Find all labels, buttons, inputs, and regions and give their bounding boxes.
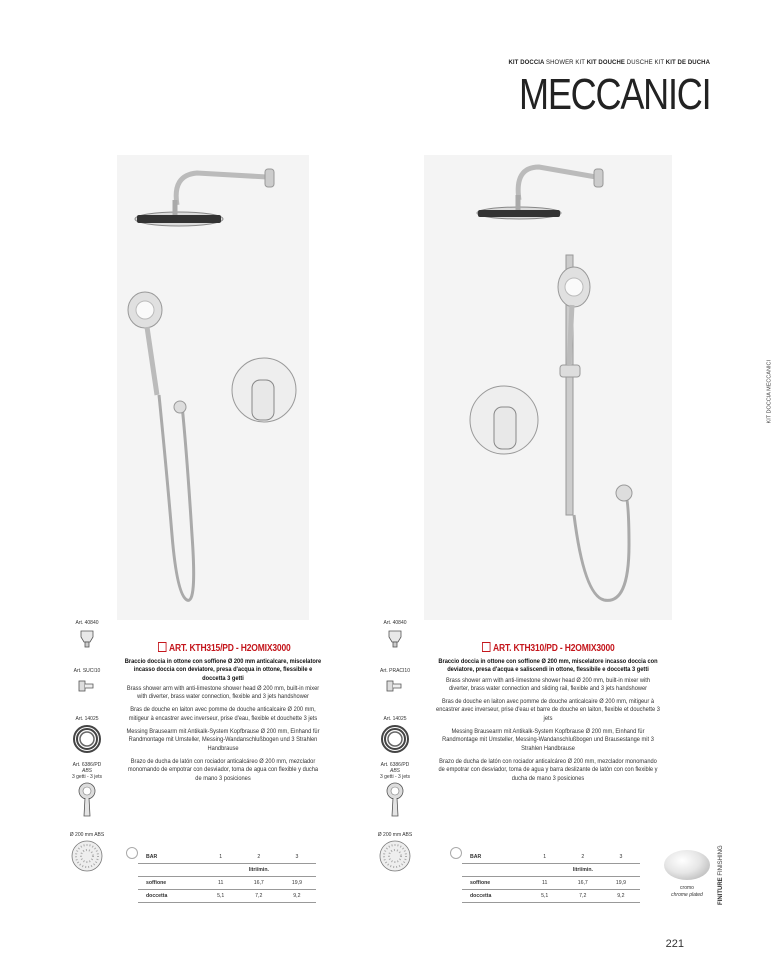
flow-icon [450, 847, 462, 859]
component-item [370, 832, 420, 892]
desc-de: Messing Brausearm mit Antikalk-System Kopfbrause Ø 200 mm, Einhand für Randmontage mit Umsteller, Messing-Wandanschlußbogen und 3 Strahlen Handbrause [126, 728, 320, 752]
desc-it: Braccio doccia in ottone con soffione Ø 200 mm anticalcare, miscelatore incasso doccia con deviatore, presa d'acqua in ottone, flessibile e doccetta 3 getti [124, 658, 322, 682]
product-desc-kth315 [116, 658, 330, 783]
table-row [462, 877, 640, 890]
hand-shower-icon [384, 782, 406, 818]
page-number: 221 [665, 938, 684, 950]
table-cell: 19,9 [602, 877, 640, 890]
desc-fr: Bras de douche en laiton avec pomme de douche anticalcaire Ø 200 mm, mitigeur à encastrer avec inverseur, prise d'eau et barre de douche en laiton, flexible et douchette 3 jets [436, 698, 660, 722]
component-extra: 3 getti - 3 jets [71, 774, 102, 780]
product-desc-kth310 [426, 658, 670, 783]
side-label: KIT DOCCIA MECCANICI [766, 360, 772, 424]
component-code: Art. SUCI10 [73, 668, 101, 674]
desc-es: Brazo de ducha de latón con rociador anticalcáreo Ø 200 mm, mezclador monomando de empotrar con desviador, toma de agua con flexible y ducha de mano 3 posiciones [127, 757, 319, 782]
table-cell: BAR [462, 851, 526, 864]
components-column-kth315 [62, 620, 112, 900]
table-cell: doccetta [138, 890, 202, 903]
finish-name-en: chrome plated [671, 892, 703, 898]
component-note: ABS [389, 768, 400, 774]
component-code: Art. PRACI10 [379, 668, 410, 674]
table-cell: 3 [278, 851, 316, 864]
kit-line-part: KIT DE DUCHA [665, 60, 710, 66]
component-code: Art. 40840 [75, 620, 99, 626]
component-code: Art. 14025 [383, 716, 407, 722]
table-row [138, 851, 316, 864]
table-cell: 9,2 [602, 890, 640, 903]
desc-fr: Bras de douche en laiton avec pomme de douche anticalcaire Ø 200 mm, mitigeur à encastrer avec inverseur, prise d'eau, flexible et douchette 3 jets [128, 706, 318, 722]
table-cell: 5,1 [202, 890, 240, 903]
hose-connector-icon [384, 676, 406, 696]
component-note: ABS [81, 768, 92, 774]
table-row [462, 851, 640, 864]
table-row [462, 890, 640, 903]
component-code: Ø 200 mm ABS [69, 832, 105, 838]
desc-es: Brazo de ducha de latón con rociador anticalcáreo Ø 200 mm, mezclador monomando de empotrar con desviador, toma de agua y barra deslizante de latón con con flexible y ducha de mano 3 posiciones [438, 757, 658, 782]
table-cell: 3 [602, 851, 640, 864]
component-code: Ø 200 mm ABS [377, 832, 413, 838]
coiled-hose-icon [72, 724, 102, 754]
desc-en: Brass shower arm with anti-limestone shower head Ø 200 mm, built-in mixer with diverter, brass water connection and sliding rail, flexible and 3 jets handshower [445, 676, 651, 692]
kit-line-part: KIT DOUCHE [586, 60, 627, 66]
component-item [62, 832, 112, 892]
finish-swatch [664, 850, 710, 880]
product-photo-kth310 [424, 155, 672, 620]
table-cell: 1 [202, 851, 240, 864]
component-code: Art. 14025 [75, 716, 99, 722]
table-cell: soffione [138, 877, 202, 890]
table-cell: 2 [240, 851, 278, 864]
table-row [462, 864, 640, 877]
component-item [62, 716, 112, 762]
desc-it: Braccio doccia in ottone con soffione Ø 200 mm, miscelatore incasso doccia con deviatore, presa d'acqua e saliscendi in ottone, flessibile e doccetta 3 getti [438, 658, 658, 674]
table-cell: 16,7 [564, 877, 602, 890]
shower-head-icon [71, 840, 103, 872]
component-item [370, 668, 420, 716]
wall-outlet-icon [384, 628, 406, 648]
hose-connector-icon [76, 676, 98, 696]
table-cell: 19,9 [278, 877, 316, 890]
table-cell: litri/min. [202, 864, 316, 877]
page-title: MECCANICI [518, 70, 710, 119]
coiled-hose-icon [380, 724, 410, 754]
table-cell: soffione [462, 877, 526, 890]
component-item [62, 668, 112, 716]
table-row [138, 890, 316, 903]
product-title-kth310: ART. KTH310/PD - H2OMIX3000 [482, 642, 615, 654]
table-cell: 2 [564, 851, 602, 864]
component-extra: 3 getti - 3 jets [379, 774, 410, 780]
flow-table-kth310 [462, 851, 640, 903]
component-item [62, 620, 112, 668]
component-item [370, 762, 420, 832]
finish-heading: FINITURE FINISHING [718, 845, 724, 905]
desc-en: Brass shower arm with anti-limestone shower head Ø 200 mm, built-in mixer with diverter, brass water connection, flexible and 3 jets handshower [126, 684, 320, 701]
table-cell: 5,1 [526, 890, 564, 903]
component-code: Art. 40840 [383, 620, 407, 626]
kit-line-part: SHOWER KIT [546, 60, 587, 66]
component-item [370, 716, 420, 762]
flow-table-kth315 [138, 851, 316, 903]
kit-line [508, 60, 710, 66]
component-code: Art. 6386/PD [380, 762, 410, 768]
table-cell: 9,2 [278, 890, 316, 903]
table-cell: 11 [526, 877, 564, 890]
shower-head-icon [379, 840, 411, 872]
table-cell: 16,7 [240, 877, 278, 890]
table-cell: 1 [526, 851, 564, 864]
components-column-kth310 [370, 620, 420, 900]
kit-line-part: DUSCHE KIT [626, 60, 666, 66]
checkbox-icon [158, 642, 167, 652]
component-item [370, 620, 420, 668]
component-item [62, 762, 112, 832]
table-cell: 7,2 [564, 890, 602, 903]
table-row [138, 877, 316, 890]
component-code: Art. 6386/PD [72, 762, 102, 768]
finish-name: cromo [680, 885, 694, 891]
table-cell [138, 864, 202, 877]
table-cell: litri/min. [526, 864, 640, 877]
table-cell: 11 [202, 877, 240, 890]
kit-line-part: KIT DOCCIA [508, 60, 547, 66]
desc-de: Messing Brausearm mit Antikalk-System Kopfbrause Ø 200 mm, Einhand für Randmontage mit Umsteller, Messing-Wandanschlußbogen und Brausestange mit 3 Strahlen Handbrause [442, 728, 654, 752]
hand-shower-icon [76, 782, 98, 818]
table-cell: doccetta [462, 890, 526, 903]
product-photo-kth315 [117, 155, 309, 620]
checkbox-icon [482, 642, 491, 652]
table-cell [462, 864, 526, 877]
table-cell: 7,2 [240, 890, 278, 903]
table-row [138, 864, 316, 877]
product-title-kth315: ART. KTH315/PD - H2OMIX3000 [158, 642, 291, 654]
table-cell: BAR [138, 851, 202, 864]
wall-outlet-icon [76, 628, 98, 648]
flow-icon [126, 847, 138, 859]
